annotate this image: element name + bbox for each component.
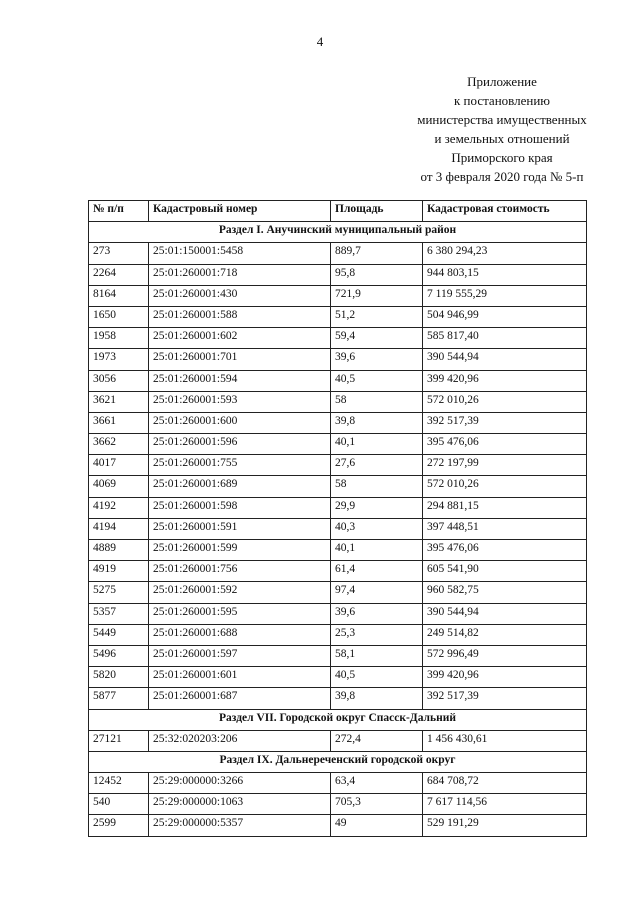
appendix-line: к постановлению xyxy=(453,93,551,108)
cell-cadastral-value: 390 544,94 xyxy=(423,603,587,624)
cadastral-table xyxy=(88,200,587,837)
cell-cadastral-number: 25:32:020203:206 xyxy=(149,730,331,751)
cell-cadastral-number: 25:01:260001:718 xyxy=(149,264,331,285)
cell-area: 63,4 xyxy=(331,773,423,794)
section-title: Раздел VII. Городской округ Спасск-Дальний xyxy=(89,709,587,730)
cell-cadastral-value: 7 617 114,56 xyxy=(423,794,587,815)
table-row xyxy=(89,815,587,836)
table-row xyxy=(89,243,587,264)
cell-area: 95,8 xyxy=(331,264,423,285)
cell-cadastral-value: 7 119 555,29 xyxy=(423,285,587,306)
cell-number: 2599 xyxy=(89,815,149,836)
cell-cadastral-number: 25:01:260001:591 xyxy=(149,518,331,539)
cell-area: 39,6 xyxy=(331,603,423,624)
table-header-row xyxy=(89,201,587,222)
cell-number: 1973 xyxy=(89,349,149,370)
table-row xyxy=(89,391,587,412)
header-cadastral-value: Кадастровая стоимость xyxy=(423,201,587,222)
cell-number: 5357 xyxy=(89,603,149,624)
cell-cadastral-value: 294 881,15 xyxy=(423,497,587,518)
cell-cadastral-value: 395 476,06 xyxy=(423,540,587,561)
table-row xyxy=(89,476,587,497)
section-row xyxy=(89,222,587,243)
cell-cadastral-number: 25:01:260001:594 xyxy=(149,370,331,391)
cell-number: 4194 xyxy=(89,518,149,539)
cell-number: 5275 xyxy=(89,582,149,603)
cell-cadastral-number: 25:29:000000:3266 xyxy=(149,773,331,794)
cell-cadastral-value: 960 582,75 xyxy=(423,582,587,603)
header-cadastral-number: Кадастровый номер xyxy=(149,201,331,222)
header-area: Площадь xyxy=(331,201,423,222)
cell-area: 721,9 xyxy=(331,285,423,306)
cell-area: 40,1 xyxy=(331,434,423,455)
table-row xyxy=(89,603,587,624)
cell-cadastral-number: 25:01:260001:430 xyxy=(149,285,331,306)
cell-number: 5877 xyxy=(89,688,149,709)
table-body xyxy=(89,222,587,836)
cell-cadastral-value: 529 191,29 xyxy=(423,815,587,836)
cell-number: 4889 xyxy=(89,540,149,561)
cell-area: 61,4 xyxy=(331,561,423,582)
cell-cadastral-number: 25:01:260001:593 xyxy=(149,391,331,412)
cell-cadastral-value: 392 517,39 xyxy=(423,412,587,433)
table-row xyxy=(89,455,587,476)
cell-cadastral-number: 25:29:000000:1063 xyxy=(149,794,331,815)
table-row xyxy=(89,730,587,751)
cell-area: 58 xyxy=(331,476,423,497)
appendix-line: министерства имущественных xyxy=(417,112,587,127)
appendix-line: Приложение xyxy=(467,74,537,89)
cell-cadastral-number: 25:29:000000:5357 xyxy=(149,815,331,836)
cell-area: 40,5 xyxy=(331,370,423,391)
cell-cadastral-value: 944 803,15 xyxy=(423,264,587,285)
cell-number: 27121 xyxy=(89,730,149,751)
appendix-line: Приморского края xyxy=(451,150,553,165)
cell-cadastral-number: 25:01:260001:592 xyxy=(149,582,331,603)
cell-number: 3621 xyxy=(89,391,149,412)
cell-area: 58,1 xyxy=(331,645,423,666)
cell-number: 5496 xyxy=(89,645,149,666)
cell-area: 40,5 xyxy=(331,667,423,688)
cell-area: 39,8 xyxy=(331,412,423,433)
cell-cadastral-number: 25:01:260001:688 xyxy=(149,624,331,645)
cell-cadastral-value: 397 448,51 xyxy=(423,518,587,539)
cell-number: 12452 xyxy=(89,773,149,794)
table-row xyxy=(89,306,587,327)
header-number: № п/п xyxy=(89,201,149,222)
cell-cadastral-value: 272 197,99 xyxy=(423,455,587,476)
cell-number: 8164 xyxy=(89,285,149,306)
cell-cadastral-number: 25:01:260001:756 xyxy=(149,561,331,582)
cell-cadastral-value: 390 544,94 xyxy=(423,349,587,370)
cell-number: 4192 xyxy=(89,497,149,518)
cell-cadastral-value: 605 541,90 xyxy=(423,561,587,582)
section-row xyxy=(89,709,587,730)
cell-cadastral-value: 392 517,39 xyxy=(423,688,587,709)
appendix-block xyxy=(392,72,612,186)
cell-area: 49 xyxy=(331,815,423,836)
cell-cadastral-number: 25:01:260001:598 xyxy=(149,497,331,518)
cell-cadastral-value: 399 420,96 xyxy=(423,370,587,391)
cell-number: 3056 xyxy=(89,370,149,391)
table-row xyxy=(89,497,587,518)
cell-area: 705,3 xyxy=(331,794,423,815)
table-row xyxy=(89,773,587,794)
cell-area: 51,2 xyxy=(331,306,423,327)
table-row xyxy=(89,349,587,370)
cell-cadastral-number: 25:01:260001:701 xyxy=(149,349,331,370)
table-row xyxy=(89,624,587,645)
cell-area: 59,4 xyxy=(331,328,423,349)
cell-cadastral-value: 504 946,99 xyxy=(423,306,587,327)
cell-cadastral-number: 25:01:260001:599 xyxy=(149,540,331,561)
cell-number: 1650 xyxy=(89,306,149,327)
table-row xyxy=(89,540,587,561)
cell-cadastral-number: 25:01:150001:5458 xyxy=(149,243,331,264)
cell-cadastral-value: 1 456 430,61 xyxy=(423,730,587,751)
cell-cadastral-number: 25:01:260001:601 xyxy=(149,667,331,688)
cell-area: 97,4 xyxy=(331,582,423,603)
cell-cadastral-value: 572 996,49 xyxy=(423,645,587,666)
section-row xyxy=(89,751,587,772)
cell-cadastral-number: 25:01:260001:755 xyxy=(149,455,331,476)
cell-area: 25,3 xyxy=(331,624,423,645)
cell-cadastral-number: 25:01:260001:596 xyxy=(149,434,331,455)
cell-number: 3662 xyxy=(89,434,149,455)
cell-cadastral-value: 684 708,72 xyxy=(423,773,587,794)
cell-number: 273 xyxy=(89,243,149,264)
appendix-line: и земельных отношений xyxy=(434,131,570,146)
cell-cadastral-value: 6 380 294,23 xyxy=(423,243,587,264)
page-number: 4 xyxy=(316,34,324,49)
cell-cadastral-number: 25:01:260001:687 xyxy=(149,688,331,709)
section-title: Раздел I. Анучинский муниципальный район xyxy=(89,222,587,243)
cell-cadastral-number: 25:01:260001:689 xyxy=(149,476,331,497)
table-row xyxy=(89,328,587,349)
appendix-line: от 3 февраля 2020 года № 5-п xyxy=(420,169,584,184)
cell-number: 2264 xyxy=(89,264,149,285)
cell-area: 39,8 xyxy=(331,688,423,709)
cell-cadastral-value: 572 010,26 xyxy=(423,476,587,497)
cell-cadastral-number: 25:01:260001:595 xyxy=(149,603,331,624)
table-row xyxy=(89,370,587,391)
cell-cadastral-number: 25:01:260001:597 xyxy=(149,645,331,666)
table-row xyxy=(89,285,587,306)
table-row xyxy=(89,688,587,709)
cell-number: 5820 xyxy=(89,667,149,688)
table-row xyxy=(89,582,587,603)
cell-area: 889,7 xyxy=(331,243,423,264)
cell-number: 4069 xyxy=(89,476,149,497)
cell-area: 39,6 xyxy=(331,349,423,370)
table-row xyxy=(89,794,587,815)
table-row xyxy=(89,412,587,433)
cell-area: 272,4 xyxy=(331,730,423,751)
table-row xyxy=(89,561,587,582)
cell-cadastral-value: 399 420,96 xyxy=(423,667,587,688)
cell-number: 4017 xyxy=(89,455,149,476)
cell-number: 3661 xyxy=(89,412,149,433)
cell-cadastral-value: 572 010,26 xyxy=(423,391,587,412)
table-row xyxy=(89,645,587,666)
table-row xyxy=(89,667,587,688)
cell-number: 1958 xyxy=(89,328,149,349)
cell-cadastral-value: 249 514,82 xyxy=(423,624,587,645)
cell-cadastral-value: 585 817,40 xyxy=(423,328,587,349)
cell-cadastral-number: 25:01:260001:588 xyxy=(149,306,331,327)
table-row xyxy=(89,518,587,539)
cell-area: 27,6 xyxy=(331,455,423,476)
cell-area: 40,1 xyxy=(331,540,423,561)
table-row xyxy=(89,264,587,285)
cell-number: 540 xyxy=(89,794,149,815)
cell-cadastral-value: 395 476,06 xyxy=(423,434,587,455)
cell-area: 58 xyxy=(331,391,423,412)
cell-area: 40,3 xyxy=(331,518,423,539)
section-title: Раздел IX. Дальнереченский городской округ xyxy=(89,751,587,772)
table-row xyxy=(89,434,587,455)
cell-number: 4919 xyxy=(89,561,149,582)
cell-cadastral-number: 25:01:260001:600 xyxy=(149,412,331,433)
cell-area: 29,9 xyxy=(331,497,423,518)
cell-cadastral-number: 25:01:260001:602 xyxy=(149,328,331,349)
cell-number: 5449 xyxy=(89,624,149,645)
